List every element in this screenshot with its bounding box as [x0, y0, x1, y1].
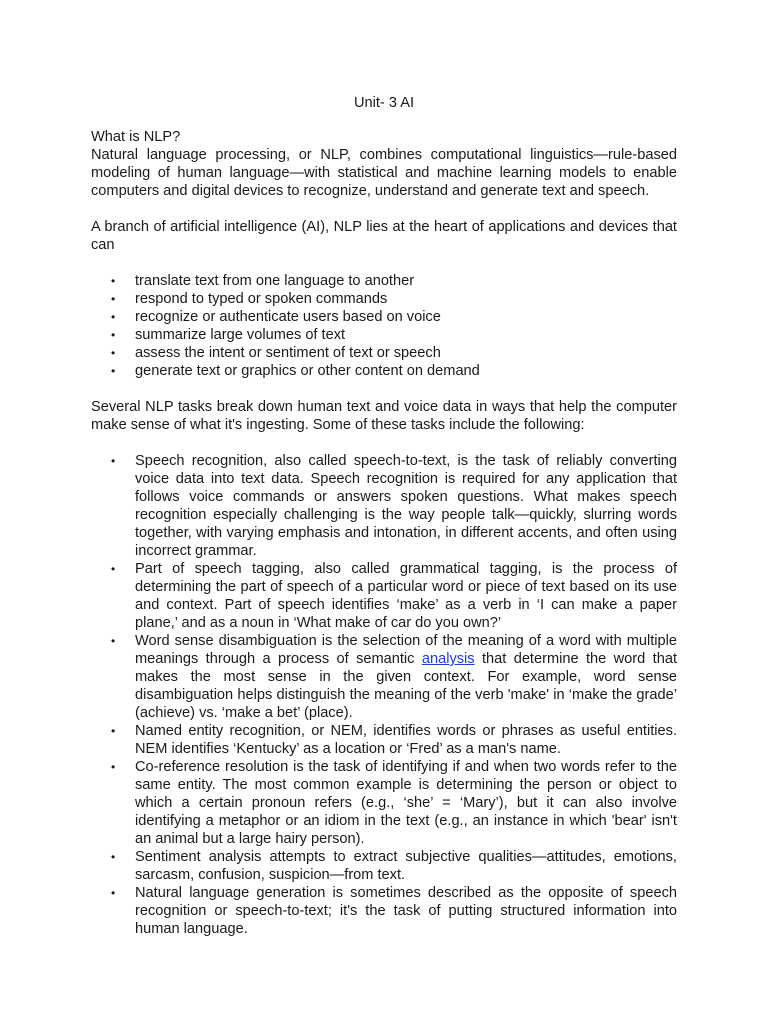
bullet-icon: • [111, 454, 116, 468]
task-word-sense: • Word sense disambiguation is the selection of the meaning of a word with multiple meanings through a process of semantic analysis that determine the word that makes the most sense in the given context. For example, word sense disambiguation helps distinguish the meaning of the verb 'make' in ‘make the grade’ (achieve) vs. ‘make a bet’ (place). [111, 633, 677, 721]
bullet-icon: • [111, 886, 116, 900]
task-speech-recognition: • Speech recognition, also called speech-to-text, is the task of reliably converting voice data into text data. Speech recognition is required for any application that follows voice commands or answers spoken questions. What makes speech recognition especially challenging is the way people talk—quickly, slurring words together, with varying emphasis and intonation, in different accents, and often using incorrect grammar. [111, 453, 677, 559]
tasks-intro-paragraph: Several NLP tasks break down human text and voice data in ways that help the computer make sense of what it's ingesting. Some of these tasks include the following: [91, 399, 677, 433]
section-question: What is NLP? [91, 129, 181, 145]
task-nlg: • Natural language generation is sometimes described as the opposite of speech recognition or speech-to-text; it's the task of putting structured information into human language. [111, 885, 677, 937]
list-item: • assess the intent or sentiment of text or speech [111, 345, 441, 361]
bullet-icon: • [111, 346, 116, 360]
bullet-icon: • [111, 562, 116, 576]
bullet-icon: • [111, 328, 116, 342]
tasks-list [91, 452, 677, 938]
task-coreference: • Co-reference resolution is the task of identifying if and when two words refer to the same entity. The most common example is determining the person or object to which a certain pronoun refers (e.g., ‘she’ = ‘Mary’), but it can also involve identifying a metaphor or an idiom in the text (e.g., an instance in which 'bear' isn't an animal but a large hairy person). [111, 759, 677, 847]
list-item: • generate text or graphics or other content on demand [111, 363, 480, 379]
list-item: • summarize large volumes of text [111, 327, 346, 343]
bullet-icon: • [111, 364, 116, 378]
page-title: Unit- 3 AI [353, 95, 415, 111]
list-item: • recognize or authenticate users based on voice [111, 309, 441, 325]
analysis-link[interactable]: analysis [421, 651, 475, 667]
bullet-icon: • [111, 724, 116, 738]
list-item: • respond to typed or spoken commands [111, 291, 388, 307]
bullet-icon: • [111, 274, 116, 288]
task-named-entity: • Named entity recognition, or NEM, identifies words or phrases as useful entities. NEM identifies ‘Kentucky’ as a location or ‘Fred’ as a man's name. [111, 723, 677, 757]
task-pos-tagging: • Part of speech tagging, also called grammatical tagging, is the process of determining the part of speech of a particular word or piece of text based on its use and context. Part of speech identifies ‘make’ as a verb in ‘I can make a paper plane,’ and as a noun in ‘What make of car do you own?’ [111, 561, 677, 631]
branch-paragraph: A branch of artificial intelligence (AI), NLP lies at the heart of applications and devices that can [91, 219, 677, 253]
document-page [91, 94, 677, 938]
bullet-icon: • [111, 292, 116, 306]
task-sentiment: • Sentiment analysis attempts to extract subjective qualities—attitudes, emotions, sarcasm, confusion, suspicion—from text. [111, 849, 677, 883]
capabilities-list [91, 272, 677, 380]
bullet-icon: • [111, 850, 116, 864]
list-item: • translate text from one language to another [111, 273, 415, 289]
intro-paragraph: Natural language processing, or NLP, combines computational linguistics—rule-based modeling of human language—with statistical and machine learning models to enable computers and digital devices to recognize, understand and generate text and speech. [91, 147, 677, 199]
bullet-icon: • [111, 760, 116, 774]
bullet-icon: • [111, 634, 116, 648]
bullet-icon: • [111, 310, 116, 324]
